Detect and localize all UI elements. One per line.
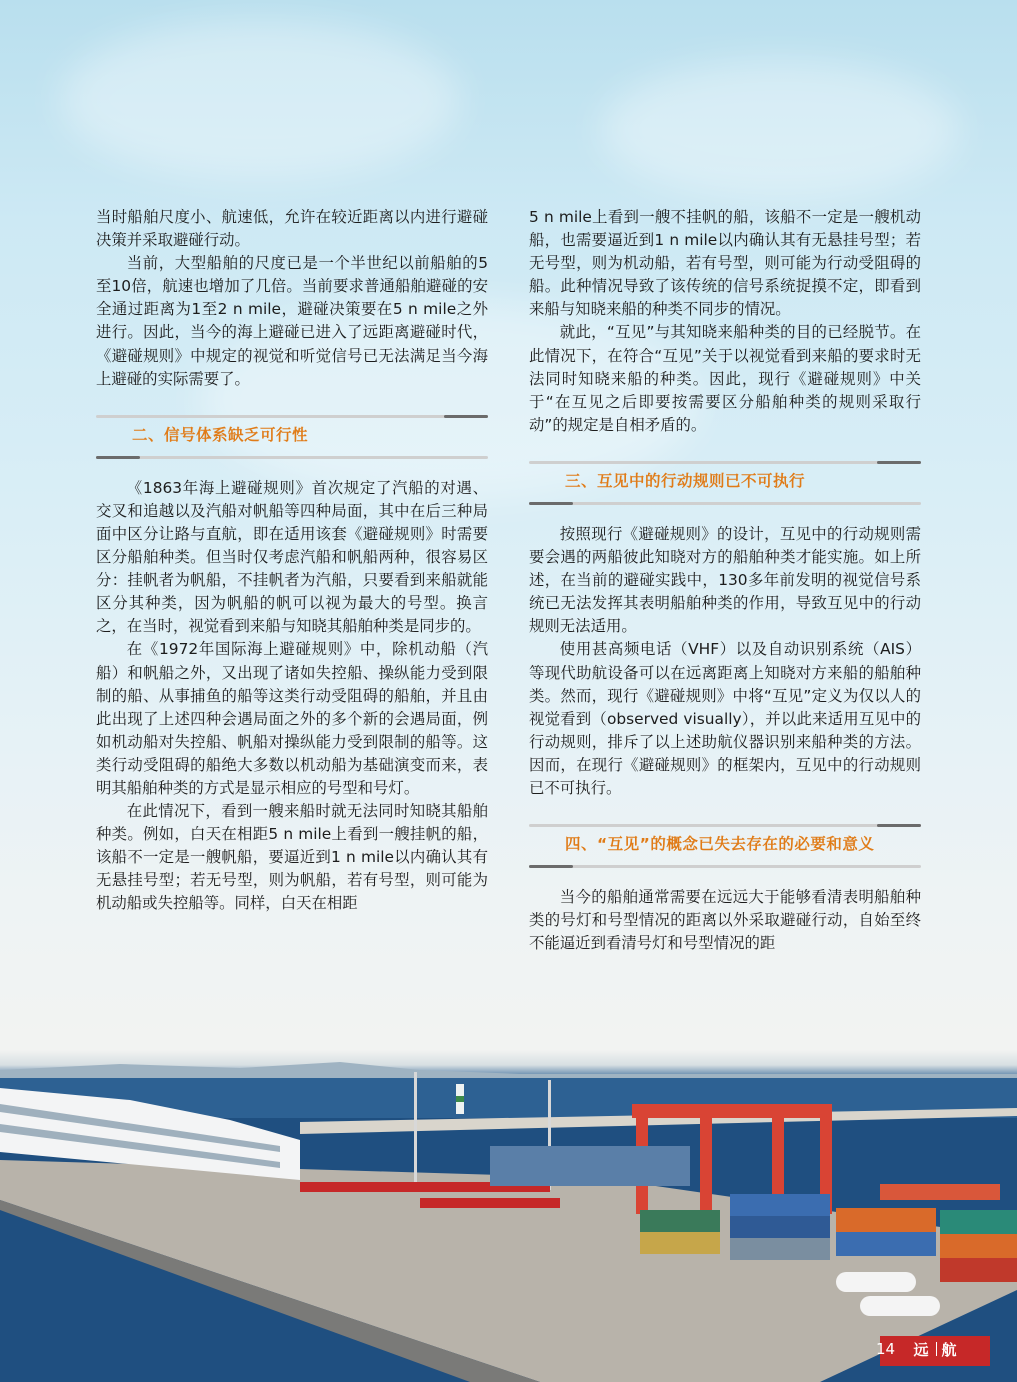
light-pole [414,1072,417,1182]
section-heading [96,405,488,463]
cloud-haze [600,60,960,200]
paragraph: 在此情况下，看到一艘来船时就无法同时知晓其船舶种类。例如，白天在相距5 n mile上看到一艘挂帆的船，该船不一定是一艘帆船，要逼近到1 n mile以内确认其有无悬挂号型；若无号型，则为帆船，若有号型，则可能为机动船或失控船等。同样，白天在相距 [96,802,488,913]
paragraph: 就此，“互见”与其知晓来船种类的目的已经脱节。在此情况下，在符合“互见”关于以视觉看到来船的要求时无法同时知晓来船的种类。因此，现行《避碰规则》中关于“在互见之后即要按需要区分船舶种类的规则采取行动”的规定是自相矛盾的。 [529,323,921,434]
paragraph: 当今的船舶通常需要在远远大于能够看清表明船舶种类的号灯和号型情况的距离以外采取避碰行动，自始至终不能逼近到看清号灯和号型情况的距 [529,888,921,953]
paragraph: 按照现行《避碰规则》的设计，互见中的行动规则需要会遇的两船彼此知晓对方的船舶种类才能实施。如上所述，在当前的避碰实践中，130多年前发明的视觉信号系统已无法发挥其表明船舶种类的作用，导致互见中的行动规则无法适用。 [529,524,921,636]
heading-label: 四、“互见”的概念已失去存在的必要和意义 [565,835,875,854]
right-column [529,206,921,955]
paragraph: 当时船舶尺度小、航速低，允许在较近距离以内进行避碰决策并采取避碰行动。 [96,208,488,250]
section-heading [529,814,921,872]
heading-rule [529,502,921,505]
heading-label: 三、互见中的行动规则已不可执行 [565,471,806,490]
heading-rule [529,461,921,464]
paragraph: 在《1972年国际海上避碰规则》中，除机动船（汽船）和帆船之外，又出现了诸如失控船、操纵能力受到限制的船、从事捕鱼的船等这类行动受阻碍的船舶，并且由此出现了上述四种会遇局面之外的多个新的会遇局面，例如机动船对失控船、帆船对操纵能力受到限制的船等。这类行动受阻碍的船绝大多数以机动船为基础演变而来，表明其船舶种类的方式是显示相应的号型和号灯。 [96,640,488,797]
warehouse [490,1146,690,1186]
paragraph: 5 n mile上看到一艘不挂帆的船，该船不一定是一艘机动船，也需要逼近到1 n mile以内确认其有无悬挂号型；若无号型，则为机动船，若有号型，则可能为行动受阻碍的船。此种情况导致了该传统的信号系统捉摸不定，即看到来船与知晓来船的种类不同步的情况。 [529,208,921,319]
port-illustration [0,1060,1017,1382]
heading-label: 二、信号体系缺乏可行性 [132,425,309,444]
heading-rule [96,415,488,418]
paragraph: 当前，大型船舶的尺度已是一个半世纪以前船舶的5至10倍，航速也增加了几倍。当前要求普通船舶避碰的安全通过距离为1至2 n mile，避碰决策要在5 n mile之外进行。因此，当今的海上避碰已进入了远距离避碰时代，《避碰规则》中规定的视觉和听觉信号已无法满足当今海上避碰的实际需要了。 [96,254,488,388]
heading-rule [96,456,488,459]
heading-rule [529,865,921,868]
left-column [96,206,488,916]
section-heading [529,451,921,509]
lighthouse-band [456,1096,464,1102]
magazine-char: 远 [913,1340,931,1359]
badge-separator [936,1342,937,1356]
heading-rule [529,824,921,827]
magazine-badge [904,1338,968,1360]
magazine-char: 航 [941,1340,959,1359]
paragraph: 使用甚高频电话（VHF）以及自动识别系统（AIS）等现代助航设备可以在远离距离上知晓对方来船的船舶种类。然而，现行《避碰规则》中将“互见”定义为仅以人的视觉看到（observed visually），并以此来适用互见中的行动规则，排斥了以上述助航仪器识别来船种类的方法。因而，在现行《避碰规则》的框架内，互见中的行动规则已不可执行。 [529,640,921,797]
cloud-haze [60,20,460,180]
paragraph: 《1863年海上避碰规则》首次规定了汽船的对遇、交叉和追越以及汽船对帆船等四种局面，其中在后三种局面中区分让路与直航，即在适用该套《避碰规则》时需要区分船舶种类。但当时仅考虑汽船和帆船两种，很容易区分：挂帆者为帆船，不挂帆者为汽船，只要看到来船就能区分其种类，因为帆船的帆可以视为最大的号型。换言之，在当时，视觉看到来船与知晓其船舶种类是同步的。 [96,478,488,636]
page-number: 14 [876,1340,896,1358]
